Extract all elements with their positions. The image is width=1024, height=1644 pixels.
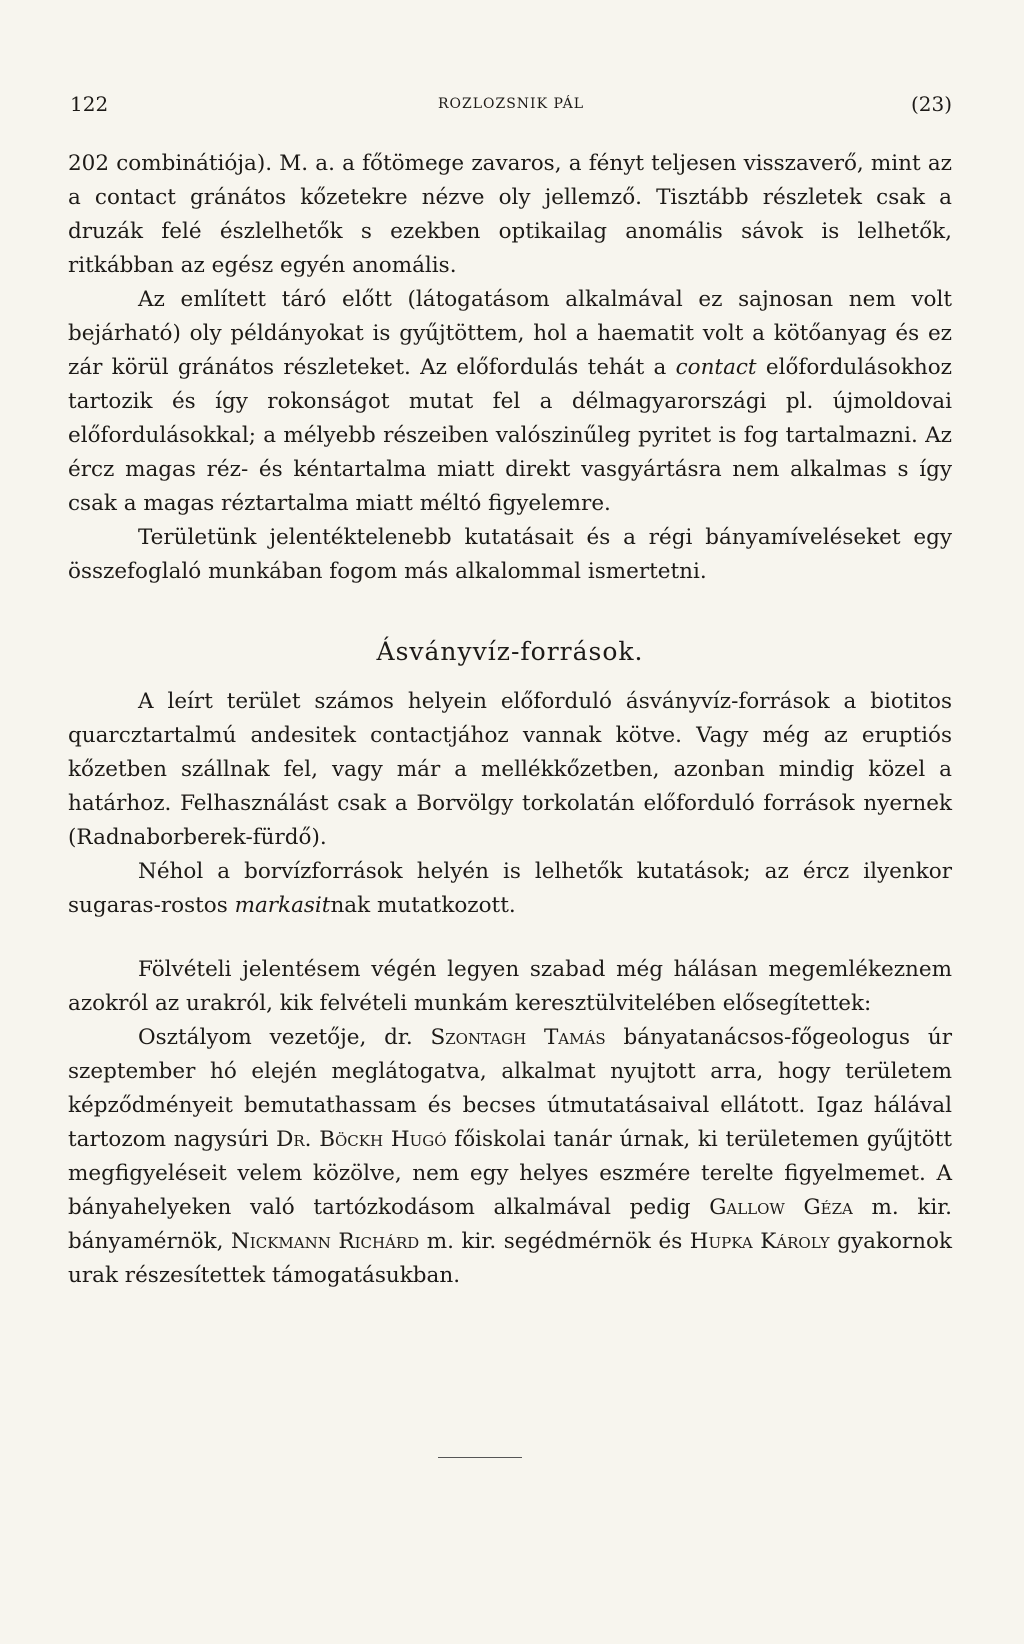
paragraph-4: A leírt terület számos helyein előforduló ásványvíz-források a biotitos quarcztartalmú andesitek contactjához vannak kötve. Vagy még az eruptiós kőzetben szállnak fel, vagy már a mellékkőzetben, azonban mindig közel a határhoz. Felhasználást csak a Borvölgy torkolatán előforduló források nyernek (Radnaborberek-fürdő). (68, 689, 952, 850)
person-name-5: Hupka Károly (689, 1229, 830, 1254)
paragraph-5: Néhol a borvízforrások helyén is lelhetők kutatások; az ércz ilyenkor sugaras-rostos markasitnak mutatkozott. (68, 859, 952, 918)
person-name-2: Dr. Böckh Hugó (276, 1127, 447, 1152)
italic-markasit: markasit (234, 893, 331, 918)
page-number-left: 122 (70, 92, 109, 116)
body-text (68, 147, 952, 1293)
person-name-3: Gallow Géza (709, 1195, 853, 1220)
paragraph-7: Osztályom vezetője, dr. Szontagh Tamás bányatanácsos-főgeologus úr szeptember hó elején meglátogatva, alkalmat nyujtott arra, hogy területem képződményeit bemutathassam és becses útmutatásaival ellátott. Igaz hálával tartozom nagysúri Dr. Böckh Hugó főiskolai tanár úrnak, ki területemen gyűjtött megfigyeléseit velem közölve, nem egy helyes eszmére terelte figyelmemet. A bányahelyeken való tartózkodásom alkalmával pedig Gallow Géza m. kir. bányamérnök, Nickmann Richárd m. kir. segédmérnök és Hupka Károly gyakornok urak részesítettek támogatásukban. (68, 1025, 953, 1288)
person-name-4: Nickmann Richárd (230, 1229, 420, 1254)
running-title: ROZLOZSNIK PÁL (437, 96, 585, 112)
paragraph-6: Fölvételi jelentésem végén legyen szabad még hálásan megemlékeznem azokról az urakról, kik felvételi munkám keresztülvitelében elősegítettek: (68, 957, 952, 1016)
person-name-1: Szontagh Tamás (430, 1025, 606, 1050)
paragraph-3: Területünk jelentéktelenebb kutatásait és a régi bányamíveléseket egy összefoglaló munkában fogom más alkalommal ismertetni. (68, 525, 952, 584)
section-heading: Ásványvíz-források. (376, 637, 644, 666)
italic-contact: contact (675, 355, 757, 380)
end-rule (438, 1457, 522, 1458)
page-header (70, 92, 952, 126)
page-number-right: (23) (910, 92, 952, 116)
spacer (68, 923, 952, 953)
paragraph-2: Az említett táró előtt (látogatásom alkalmával ez sajnosan nem volt bejárható) oly példányokat is gyűjtöttem, hol a haematit volt a kötőanyag és ez zár körül gránátos részleteket. Az előfordulás tehát a contact előfordulásokhoz tartozik és így rokonságot mutat fel a délmagyarországi pl. újmoldovai előfordulásokkal; a mélyebb részeiben valószinűleg pyritet is fog tartalmazni. Az ércz magas réz- és kéntartalma miatt direkt vasgyártásra nem alkalmas s így csak a magas réztartalma miatt méltó figyelemre. (68, 287, 952, 516)
paragraph-1: 202 combinátiója). M. a. a főtömege zavaros, a fényt teljesen visszaverő, mint az a contact gránátos kőzetekre nézve oly jellemző. Tisztább részletek csak a druzák felé észlelhetők s ezekben optikailag anomális sávok is lelhetők, ritkábban az egész egyén anomális. (68, 151, 952, 278)
